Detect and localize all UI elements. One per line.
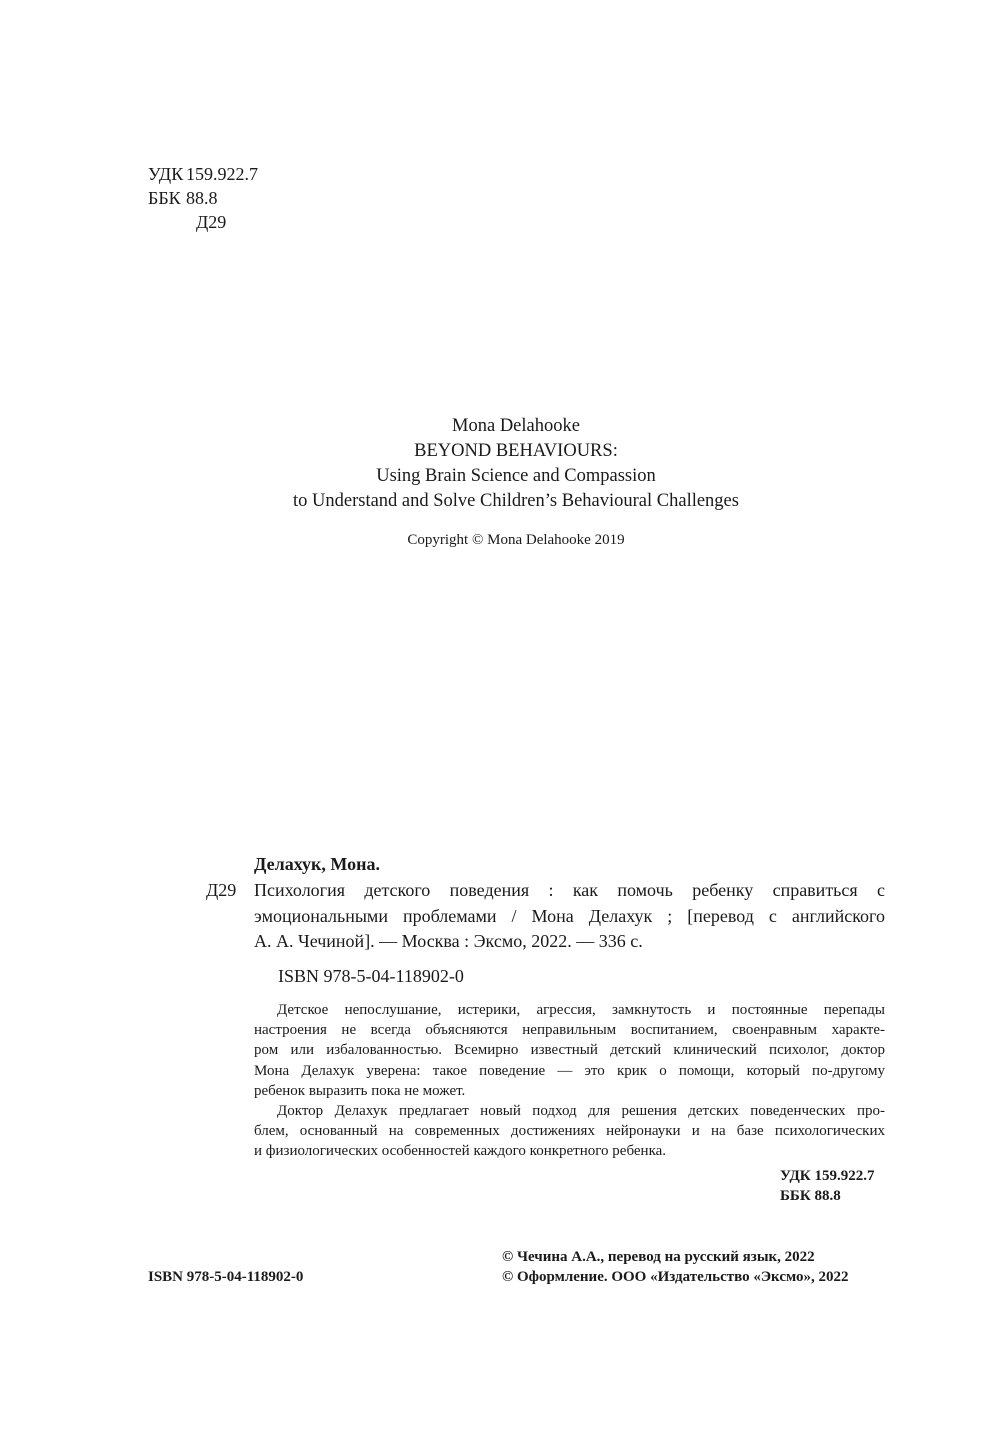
classification-repeat: [780, 1166, 874, 1206]
udk-row: [148, 162, 258, 186]
original-edition-block: [0, 414, 987, 514]
author-mark-row: [148, 210, 258, 234]
classification-block: [148, 162, 258, 234]
original-subtitle-line1: Using Brain Science and Compassion: [376, 466, 656, 486]
annotation-paragraph-2: [254, 1101, 885, 1162]
bibliographic-description-line: эмоциональными проблемами / Мона Делахук ; [перевод с английского: [254, 905, 885, 926]
udk-label: УДК: [148, 164, 184, 184]
footer-copyrights: [502, 1247, 849, 1287]
bbk-label: ББК: [148, 188, 181, 208]
annotation-line: Детское непослушание, истерики, агрессия, замкнутость и постоянные перепады: [277, 1002, 885, 1018]
annotation-line: и физиологических особенностей каждого конкретного ребенка.: [254, 1143, 667, 1160]
bibliographic-isbn: ISBN 978-5-04-118902-0: [278, 966, 464, 986]
bibliographic-description: [254, 878, 885, 955]
bibliographic-author-heading: Делахук, Мона.: [254, 854, 380, 874]
original-subtitle-line2: to Understand and Solve Children’s Behavioural Challenges: [293, 491, 739, 511]
udk-repeat: УДК 159.922.7: [780, 1168, 875, 1184]
annotation-block: [254, 1000, 885, 1162]
original-copyright: Copyright © Mona Delahooke 2019: [407, 532, 625, 548]
annotation-line: настроения не всегда объясняются неправильным воспитанием, своенравным характе-: [254, 1022, 885, 1039]
udk-value: 159.922.7: [186, 164, 258, 184]
annotation-line: ребенок выразить пока не может.: [254, 1082, 466, 1099]
bibliographic-description-line: Психология детского поведения : как помочь ребенку справиться с: [254, 880, 885, 900]
copyright-design: © Оформление. ООО «Издательство «Эксмо», 2022: [502, 1269, 849, 1285]
original-title: BEYOND BEHAVIOURS:: [414, 441, 618, 461]
bibliographic-author-mark: Д29: [206, 880, 237, 900]
annotation-paragraph-1: [254, 1000, 885, 1101]
annotation-line: ром или избалованностью. Всемирно известный детский клинический психолог, доктор: [254, 1042, 885, 1059]
annotation-line: Мона Делахук уверена: такое поведение — это крик о помощи, который по-другому: [254, 1062, 885, 1079]
annotation-line: Доктор Делахук предлагает новый подход для решения детских поведенческих про-: [277, 1103, 885, 1120]
bbk-row: [148, 186, 258, 210]
annotation-line: блем, основанный на современных достижениях нейронауки и на базе психологических: [254, 1123, 885, 1140]
bbk-value: 88.8: [186, 188, 218, 208]
original-author: Mona Delahooke: [452, 416, 580, 436]
bibliographic-description-line: А. А. Чечиной]. — Москва : Эксмо, 2022. — 336 с.: [254, 931, 643, 951]
bbk-repeat: ББК 88.8: [780, 1188, 841, 1204]
copyright-translation: © Чечина А.А., перевод на русский язык, 2022: [502, 1249, 815, 1265]
author-mark: Д29: [196, 212, 227, 232]
footer-isbn: ISBN 978-5-04-118902-0: [148, 1269, 304, 1285]
